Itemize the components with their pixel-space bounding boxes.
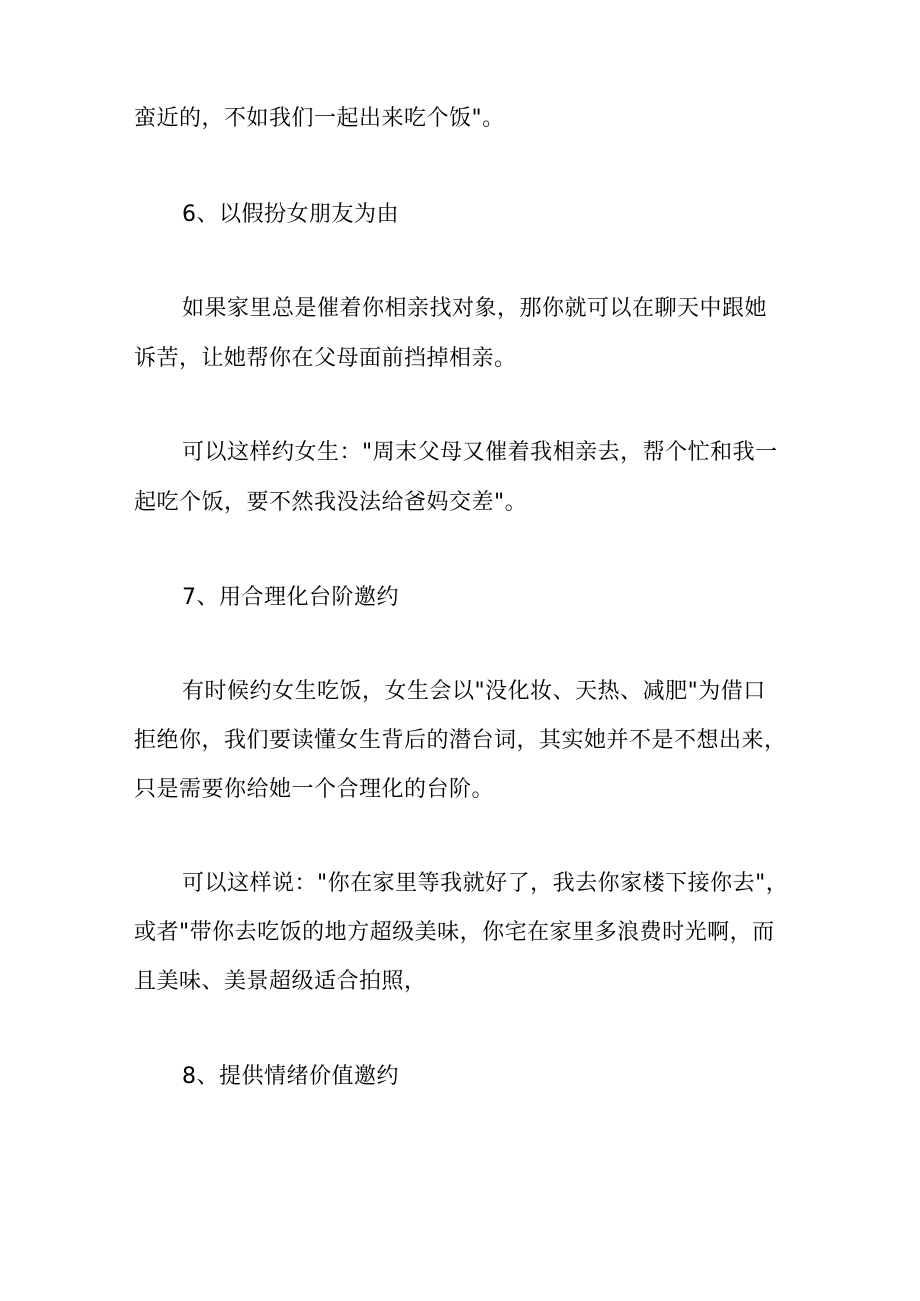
paragraph-line: 蛮近的，不如我们一起出来吃个饭"。 [134,106,505,131]
paragraph-line: 有时候约女生吃饭，女生会以"没化妆、天热、减肥"为借口 [182,679,766,704]
paragraph-line: 诉苦，让她帮你在父母面前挡掉相亲。 [134,346,517,371]
section-heading-6: 6、以假扮女朋友为由 [182,202,399,227]
paragraph-line: 且美味、美景超级适合拍照， [134,969,427,994]
paragraph-line: 只是需要你给她一个合理化的台阶。 [134,777,495,802]
paragraph-line: 起吃个饭，要不然我没法给爸妈交差"。 [134,490,528,515]
paragraph-line: 或者"带你去吃饭的地方超级美味，你宅在家里多浪费时光啊，而 [134,920,775,945]
paragraph-line: 可以这样约女生："周末父母又催着我相亲去，帮个忙和我一 [182,440,778,465]
paragraph-line: 如果家里总是催着你相亲找对象，那你就可以在聊天中跟她 [182,296,768,321]
paragraph-line: 拒绝你，我们要读懂女生背后的潜台词，其实她并不是不想出来， [134,728,787,753]
section-heading-8: 8、提供情绪价值邀约 [182,1064,399,1089]
section-heading-7: 7、用合理化台阶邀约 [182,585,399,610]
paragraph-line: 可以这样说："你在家里等我就好了，我去你家楼下接你去"， [182,871,789,896]
